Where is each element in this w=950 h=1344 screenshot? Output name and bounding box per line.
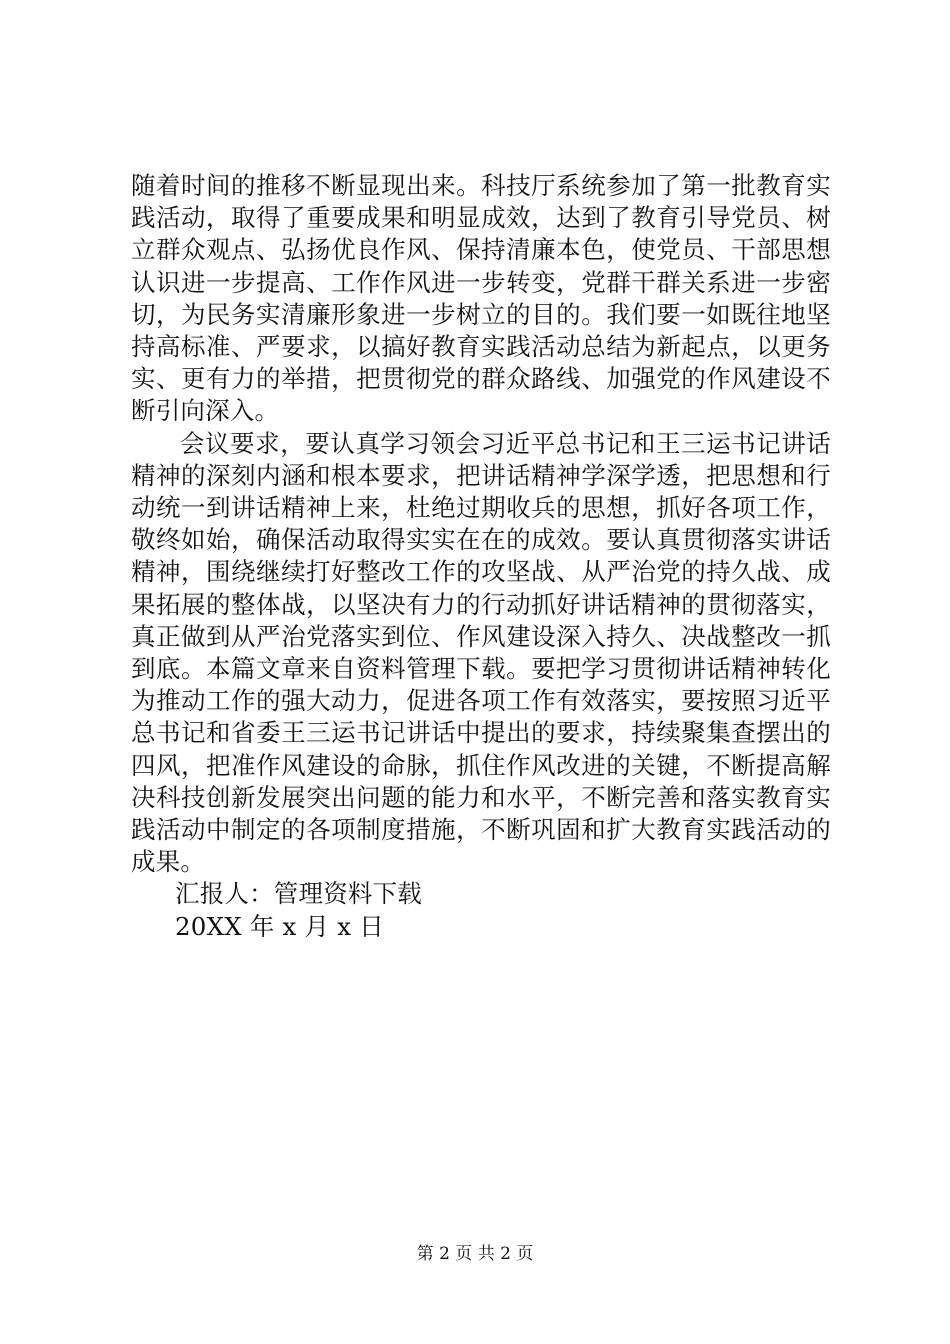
document-body [131, 170, 831, 943]
reporter-line: 汇报人：管理资料下载 [175, 879, 422, 909]
page-number: 第 2 页 共 2 页 [416, 1244, 534, 1264]
paragraph-2: 会议要求，要认真学习领会习近平总书记和王三运书记讲话精神的深刻内涵和根本要求，把讲话精神学深学透，把思想和行动统一到讲话精神上来，杜绝过期收兵的思想，抓好各项工作，敬终如始，确保活动取得实实在在的成效。要认真贯彻落实讲话精神，围绕继续打好整改工作的攻坚战、从严治党的持久战、成果拓展的整体战，以坚决有力的行动抓好讲话精神的贯彻落实，真正做到从严治党落实到位、作风建设深入持久、决战整改一抓到底。本篇文章来自资料管理下载。要把学习贯彻讲话精神转化为推动工作的强大动力，促进各项工作有效落实，要按照习近平总书记和省委王三运书记讲话中提出的要求，持续聚集查摆出的四风，把准作风建设的命脉，抓住作风改进的关键，不断提高解决科技创新发展突出问题的能力和水平，不断完善和落实教育实践活动中制定的各项制度措施，不断巩固和扩大教育实践活动的成果。 [131, 428, 831, 877]
page-footer [0, 1243, 950, 1265]
paragraph-1: 随着时间的推移不断显现出来。科技厅系统参加了第一批教育实践活动，取得了重要成果和明显成效，达到了教育引导党员、树立群众观点、弘扬优良作风、保持清廉本色，使党员、干部思想认识进一步提高、工作作风进一步转变，党群干群关系进一步密切，为民务实清廉形象进一步树立的目的。我们要一如既往地坚持高标准、严要求，以搞好教育实践活动总结为新起点，以更务实、更有力的举措，把贯彻党的群众路线、加强党的作风建设不断引向深入。 [131, 171, 831, 426]
date-line: 20XX 年 x 月 x 日 [175, 911, 384, 941]
